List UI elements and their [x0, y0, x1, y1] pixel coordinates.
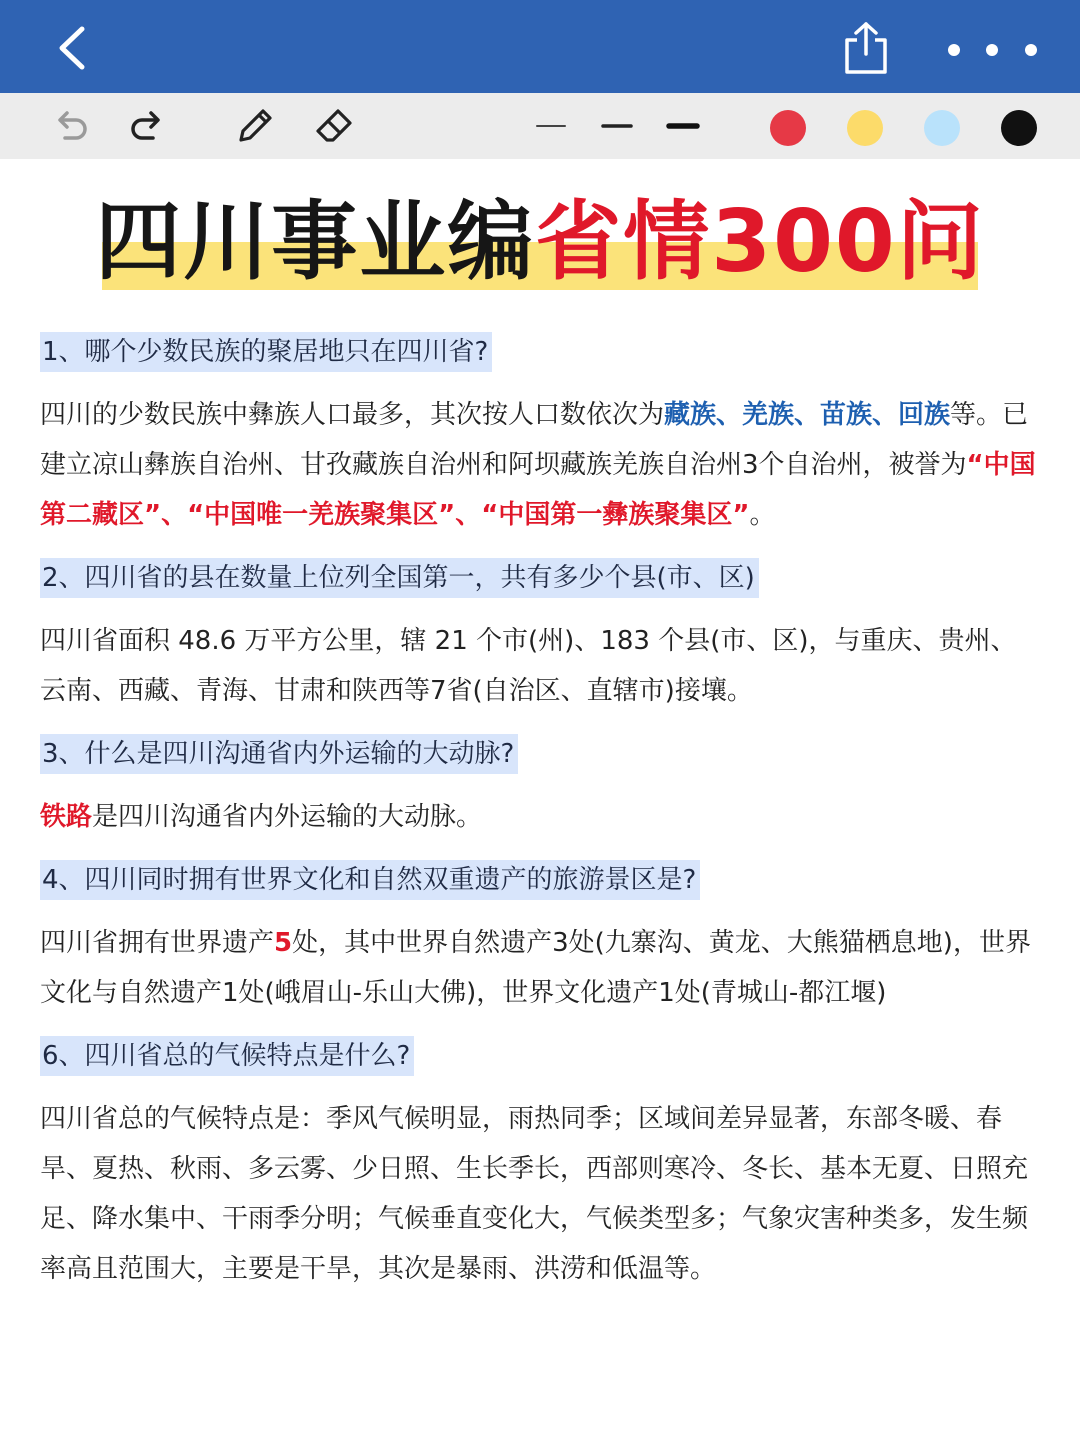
share-icon	[843, 20, 889, 76]
answer-highlight: 藏族、羌族、苗族、回族	[664, 400, 951, 430]
qa-item	[40, 332, 1040, 540]
question-text: 6、四川省总的气候特点是什么?	[40, 1036, 414, 1076]
chevron-left-icon	[52, 23, 92, 73]
eraser-tool-button[interactable]	[310, 101, 360, 151]
more-dots-icon	[936, 28, 1046, 72]
stroke-thin-icon	[531, 121, 571, 131]
question-text: 4、四川同时拥有世界文化和自然双重遗产的旅游景区是?	[40, 860, 700, 900]
top-app-bar	[0, 0, 1080, 93]
qa-item	[40, 1036, 1040, 1294]
answer-segment: 是四川沟通省内外运输的大动脉。	[92, 802, 483, 832]
qa-item	[40, 558, 1040, 716]
answer-segment: 四川省拥有世界遗产	[40, 928, 275, 958]
qa-item	[40, 734, 1040, 842]
more-options-button[interactable]	[936, 28, 1046, 72]
question-text: 3、什么是四川沟通省内外运输的大动脉?	[40, 734, 518, 774]
answer-highlight: “中国第二藏区”、“中国唯一羌族聚集区”、“中国第一彝族聚集区”	[40, 450, 1036, 530]
page-title-block	[0, 190, 1080, 300]
pencil-tool-button[interactable]	[230, 101, 280, 151]
answer-text	[40, 616, 1040, 716]
stroke-thick-icon	[663, 120, 703, 132]
question-text: 1、哪个少数民族的聚居地只在四川省?	[40, 332, 492, 372]
color-light-blue-swatch[interactable]	[924, 110, 960, 146]
answer-text	[40, 390, 1040, 540]
qa-item	[40, 860, 1040, 1018]
answer-segment: 等。已建立凉山彝族自治州、甘孜藏族自治州和阿坝藏族羌族自治州3个自治州，被誉为	[40, 400, 1029, 480]
redo-button[interactable]	[122, 101, 172, 151]
page-title-part1: 四川事业编	[95, 192, 536, 292]
stroke-thin-button[interactable]	[526, 101, 576, 151]
answer-text	[40, 918, 1040, 1018]
answer-highlight: 5	[274, 928, 293, 958]
answer-segment: 四川省面积 48.6 万平方公里，辖 21 个市(州)、183 个县(市、区)，与重庆、贵州、云南、西藏、青海、甘肃和陕西等7省(自治区、直辖市)接壤。	[40, 626, 1017, 706]
answer-segment: 四川省总的气候特点是：季风气候明显，雨热同季；区域间差异显著，东部冬暖、春旱、夏热、秋雨、多云雾、少日照、生长季长，西部则寒冷、冬长、基本无夏、日照充足、降水集中、干雨季分明；气候垂直变化大，气候类型多；气象灾害种类多，发生频率高且范围大，主要是干旱，其次是暴雨、洪涝和低温等。	[40, 1104, 1029, 1284]
stroke-medium-button[interactable]	[592, 101, 642, 151]
back-button[interactable]	[44, 18, 100, 78]
stroke-medium-icon	[597, 121, 637, 131]
color-black-swatch[interactable]	[1001, 110, 1037, 146]
answer-text	[40, 1094, 1040, 1294]
answer-segment: 处，其中世界自然遗产3处(九寨沟、黄龙、大熊猫栖息地)，世界文化与自然遗产1处(峨眉山-乐山大佛)，世界文化遗产1处(青城山-都江堰)	[40, 928, 1031, 1008]
page-title-part2: 省情300问	[535, 192, 985, 292]
undo-button[interactable]	[46, 101, 96, 151]
qa-list	[40, 332, 1040, 1312]
stroke-thick-button[interactable]	[658, 101, 708, 151]
undo-icon	[51, 106, 91, 146]
color-red-swatch[interactable]	[770, 110, 806, 146]
pencil-icon	[233, 104, 277, 148]
share-button[interactable]	[836, 18, 896, 78]
answer-highlight: 铁路	[40, 802, 93, 832]
answer-text	[40, 792, 1040, 842]
answer-segment: 。	[749, 500, 776, 530]
redo-icon	[127, 106, 167, 146]
eraser-icon	[313, 104, 357, 148]
page-title	[0, 190, 1080, 294]
answer-segment: 四川的少数民族中彝族人口最多，其次按人口数依次为	[40, 400, 665, 430]
drawing-toolbar	[0, 93, 1080, 159]
question-text: 2、四川省的县在数量上位列全国第一，共有多少个县(市、区)	[40, 558, 759, 598]
color-yellow-swatch[interactable]	[847, 110, 883, 146]
